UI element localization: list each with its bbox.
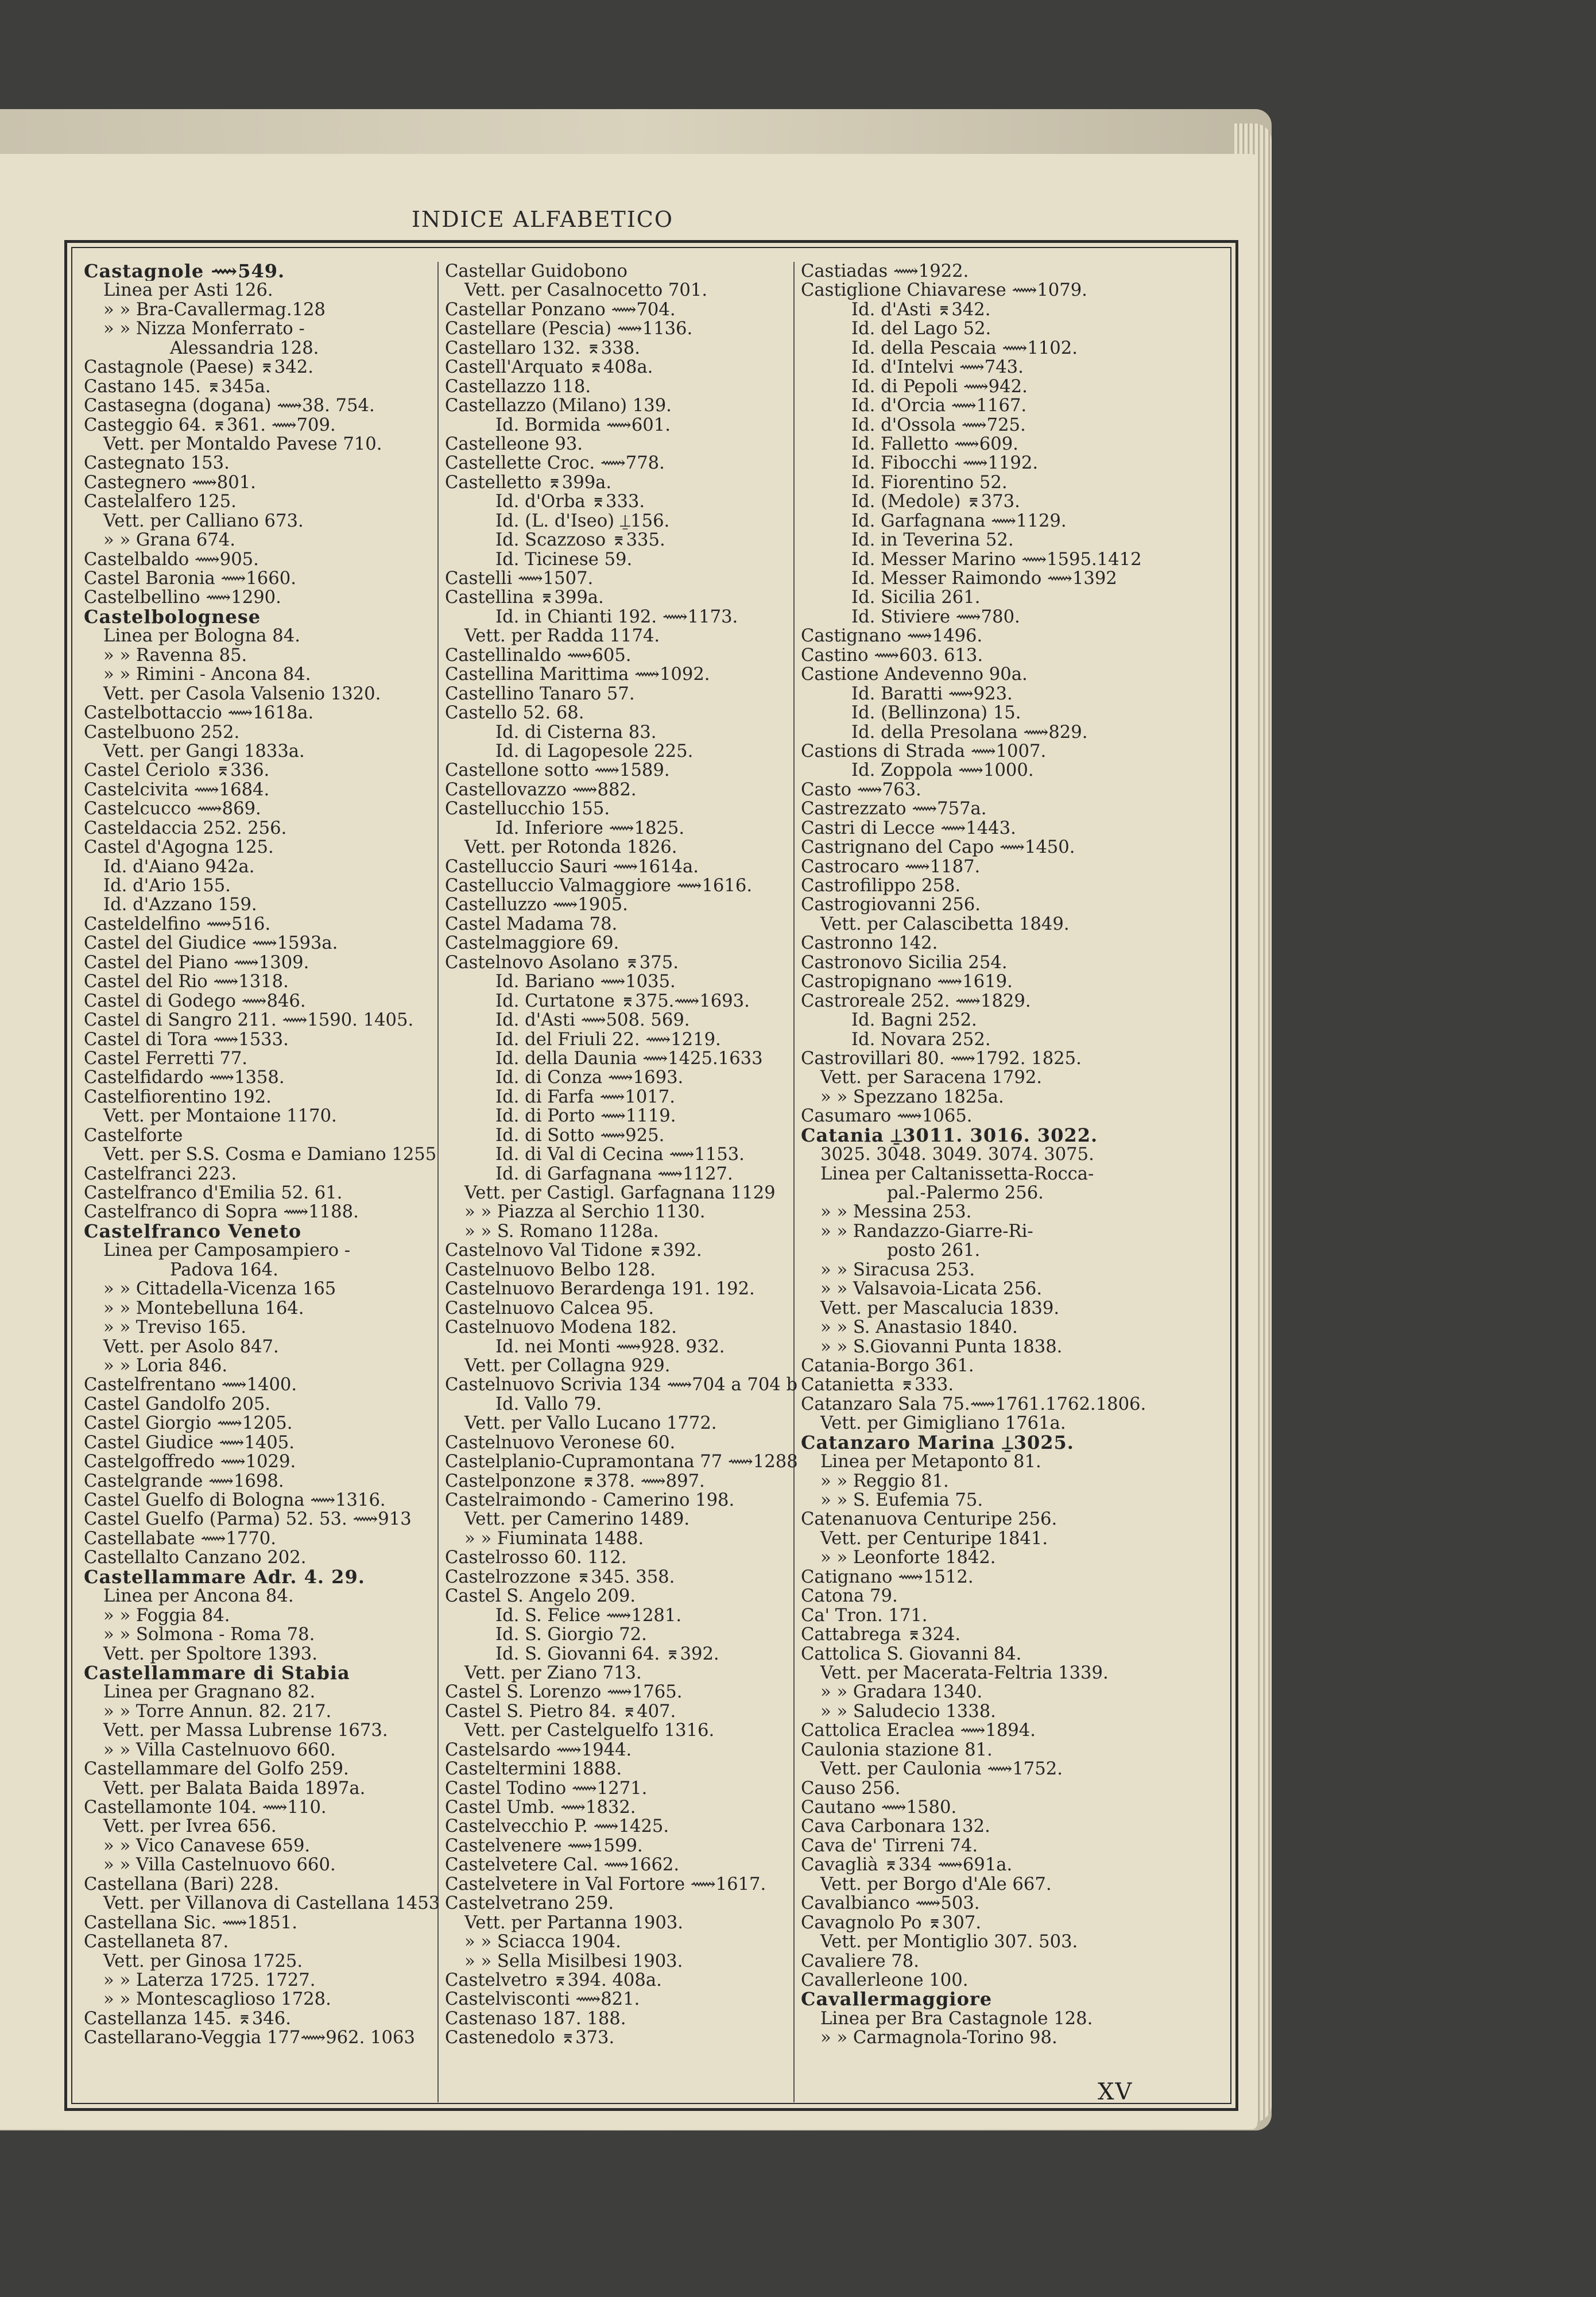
index-entry: » » S. Anastasio 1840.	[820, 1318, 1018, 1337]
index-entry: Id. Novara 252.	[851, 1030, 991, 1049]
index-entry: Cava Carbonara 132.	[801, 1817, 990, 1836]
index-entry: Id. d'Azzano 159.	[103, 895, 257, 915]
index-entry: Vett. per Calascibetta 1849.	[820, 914, 1070, 934]
index-entry: Id. d'Orcia ⟿1167.	[851, 396, 1027, 416]
index-entry: Castelnuovo Scrivia 134 ⟿704 a 704 b	[445, 1375, 798, 1395]
index-entry: » » Villa Castelnuovo 660.	[103, 1855, 336, 1875]
index-entry: Vett. per Caulonia ⟿1752.	[820, 1760, 1063, 1779]
index-entry: Vett. per Ziano 713.	[464, 1663, 642, 1683]
index-entry: » » Laterza 1725. 1727.	[103, 1970, 316, 1990]
index-entry: Castronovo Sicilia 254.	[801, 953, 1008, 973]
index-entry: Id. Messer Raimondo ⟿1392	[851, 569, 1117, 589]
index-entry: Padova 164.	[170, 1260, 278, 1280]
index-entry: Id. della Daunia ⟿1425.1633	[495, 1049, 763, 1069]
index-entry: Cavagnolo Po ⌆307.	[801, 1913, 982, 1933]
index-entry: Castellucchio 155.	[445, 799, 610, 819]
index-entry: Id. Bariano ⟿1035.	[495, 972, 676, 992]
index-entry: Castel di Tora ⟿1533.	[84, 1030, 289, 1049]
index-entry: » » Cittadella-Vicenza 165	[103, 1279, 336, 1299]
index-entry: Catanzaro Sala 75.⟿1761.1762.1806.	[801, 1394, 1146, 1414]
index-entry: Castelnuovo Belbo 128.	[445, 1260, 656, 1280]
index-entry: Castelbottaccio ⟿1618a.	[84, 703, 314, 723]
index-entry: Linea per Caltanissetta-Rocca-	[820, 1164, 1094, 1184]
index-entry: » » Montescaglioso 1728.	[103, 1990, 331, 2009]
index-entry: » » Foggia 84.	[103, 1606, 230, 1626]
index-entry: Cavallerleone 100.	[801, 1970, 969, 1990]
index-entry: Castelbaldo ⟿905.	[84, 550, 259, 569]
index-entry: Castelvetere Cal. ⟿1662.	[445, 1855, 680, 1875]
index-entry: Id. (Bellinzona) 15.	[851, 703, 1021, 723]
index-entry: Castri di Lecce ⟿1443.	[801, 818, 1016, 838]
index-entry: Id. Garfagnana ⟿1129.	[851, 511, 1067, 531]
index-entry: Id. (Medole) ⌆373.	[851, 492, 1020, 512]
index-entry: » » Reggio 81.	[820, 1471, 949, 1491]
index-entry: Castelfiorentino 192.	[84, 1087, 272, 1107]
index-entry: Linea per Metaponto 81.	[820, 1452, 1041, 1472]
index-entry: Castellazzo (Milano) 139.	[445, 396, 672, 416]
index-entry: Id. di Garfagnana ⟿1127.	[495, 1164, 733, 1184]
index-entry: Vett. per Montaione 1170.	[103, 1107, 337, 1126]
index-entry: Id. Sicilia 261.	[851, 588, 981, 608]
index-entry: Casteldelfino ⟿516.	[84, 914, 271, 934]
index-entry: Castelbuono 252.	[84, 722, 240, 742]
index-entry: Castellar Guidobono	[445, 262, 627, 281]
index-entry: Vett. per Villanova di Castellana 1453	[103, 1894, 440, 1913]
index-entry: Linea per Camposampiero -	[103, 1241, 351, 1260]
index-entry: Castell'Arquato ⌆408a.	[445, 358, 653, 377]
page-header: INDICE ALFABETICO	[411, 207, 674, 232]
index-entry: Vett. per Asolo 847.	[103, 1337, 279, 1356]
index-entry: Castel del Giudice ⟿1593a.	[84, 934, 338, 953]
index-entry: Castrocaro ⟿1187.	[801, 857, 981, 876]
index-entry: Casto ⟿763.	[801, 780, 921, 800]
index-entry: Vett. per Casalnocetto 701.	[464, 281, 708, 300]
index-entry: Catania-Borgo 361.	[801, 1356, 974, 1376]
index-entry: Castellare (Pescia) ⟿1136.	[445, 319, 693, 339]
index-entry: Linea per Bra Castagnole 128.	[820, 2009, 1093, 2029]
index-entry: » » Montebelluna 164.	[103, 1298, 304, 1318]
index-entry: Castel Baronia ⟿1660.	[84, 569, 296, 589]
index-entry: » » Treviso 165.	[103, 1318, 247, 1337]
index-entry: » » Nizza Monferrato -	[103, 319, 305, 339]
index-entry: Cattolica Eraclea ⟿1894.	[801, 1721, 1036, 1741]
index-entry: Castellammare del Golfo 259.	[84, 1760, 349, 1779]
index-entry: Castelnovo Val Tidone ⌆392.	[445, 1241, 702, 1260]
index-entry: Castelnuovo Berardenga 191. 192.	[445, 1279, 755, 1299]
index-entry: Id. della Presolana ⟿829.	[851, 722, 1088, 742]
index-entry: Vett. per Ginosa 1725.	[103, 1951, 303, 1971]
index-entry: Castel S. Lorenzo ⟿1765.	[445, 1683, 683, 1702]
index-entry: Castel Giudice ⟿1405.	[84, 1433, 295, 1453]
index-entry: Vett. per Calliano 673.	[103, 511, 304, 531]
index-entry: Vett. per Vallo Lucano 1772.	[464, 1414, 717, 1433]
index-entry: Cavalbianco ⟿503.	[801, 1894, 980, 1913]
index-entry: Castelmaggiore 69.	[445, 934, 619, 953]
index-entry: Castronno 142.	[801, 934, 938, 953]
index-entry: Castel del Piano ⟿1309.	[84, 953, 309, 973]
index-entry: Castellalto Canzano 202.	[84, 1548, 307, 1568]
index-entry: Id. d'Asti ⌆342.	[851, 300, 991, 320]
index-entry: Castelluccio Sauri ⟿1614a.	[445, 857, 699, 876]
index-entry: Id. Vallo 79.	[495, 1394, 602, 1414]
index-entry: Id. Bormida ⟿601.	[495, 415, 671, 435]
index-entry: Id. di Lagopesole 225.	[495, 741, 694, 761]
index-entry: » » Villa Castelnuovo 660.	[103, 1740, 336, 1760]
index-entry: Castel S. Angelo 209.	[445, 1587, 636, 1606]
index-entry: » » Carmagnola-Torino 98.	[820, 2028, 1057, 2048]
index-entry: Castenaso 187. 188.	[445, 2009, 626, 2029]
index-entry: Castelfranci 223.	[84, 1164, 237, 1184]
index-entry: Castelfranco di Sopra ⟿1188.	[84, 1202, 359, 1222]
index-entry: 3025. 3048. 3049. 3074. 3075.	[820, 1145, 1094, 1165]
index-entry: Cavallermaggiore	[801, 1990, 993, 2009]
index-entry: » » Spezzano 1825a.	[820, 1087, 1004, 1107]
index-entry: Castelluccio Valmaggiore ⟿1616.	[445, 876, 753, 896]
index-entry: Castelvisconti ⟿821.	[445, 1990, 640, 2009]
index-entry: Castegnato 153.	[84, 454, 230, 473]
index-entry: Castel Umb. ⟿1832.	[445, 1798, 636, 1818]
index-entry: Castino ⟿603. 613.	[801, 645, 983, 666]
index-entry: Castelsardo ⟿1944.	[445, 1740, 632, 1760]
index-entry: Castellar Ponzano ⟿704.	[445, 300, 676, 320]
index-entry: Casteggio 64. ⌆361. ⟿709.	[84, 415, 336, 435]
index-entry: Castellarano-Veggia 177⟿962. 1063	[84, 2028, 415, 2048]
index-entry: » » Bra-Cavallermag.128	[103, 300, 326, 320]
index-entry: Cava de' Tirreni 74.	[801, 1836, 978, 1856]
index-entry: Castelvenere ⟿1599.	[445, 1836, 643, 1856]
index-entry: Castellamonte 104. ⟿110.	[84, 1798, 327, 1818]
index-entry: Id. di Farfa ⟿1017.	[495, 1087, 675, 1107]
index-entry: » » S.Giovanni Punta 1838.	[820, 1337, 1063, 1356]
index-entry: Id. in Teverina 52.	[851, 531, 1014, 550]
index-entry: Castel Gandolfo 205.	[84, 1394, 271, 1414]
index-entry: Id. Ticinese 59.	[495, 550, 633, 569]
index-entry: » » Messina 253.	[820, 1202, 972, 1222]
index-entry: Castellaro 132. ⌆338.	[445, 338, 640, 358]
index-entry: » » Rimini - Ancona 84.	[103, 665, 311, 685]
index-entry: Castropignano ⟿1619.	[801, 972, 1013, 992]
index-entry: Castelluzzo ⟿1905.	[445, 895, 628, 915]
index-entry: Castiadas ⟿1922.	[801, 262, 969, 281]
index-entry: Vett. per Camerino 1489.	[464, 1510, 690, 1529]
index-entry: Id. Scazzoso ⌆335.	[495, 531, 665, 550]
index-entry: » » Piazza al Serchio 1130.	[464, 1202, 706, 1222]
index-entry: Castellazzo 118.	[445, 377, 591, 397]
index-entry: Castrofilippo 258.	[801, 876, 961, 896]
index-entry: Castelfidardo ⟿1358.	[84, 1068, 285, 1088]
index-entry: Id. di Cisterna 83.	[495, 722, 657, 742]
page-number: XV	[1098, 2079, 1133, 2105]
index-entry: Id. Falletto ⟿609.	[851, 434, 1018, 454]
index-entry: Castelgoffredo ⟿1029.	[84, 1452, 296, 1472]
index-entry: » » Sciacca 1904.	[464, 1932, 621, 1952]
index-entry: Castroreale 252. ⟿1829.	[801, 991, 1031, 1011]
index-entry: » » Solmona - Roma 78.	[103, 1625, 315, 1645]
index-entry: Vett. per Montiglio 307. 503.	[820, 1932, 1078, 1952]
index-entry: » » S. Eufemia 75.	[820, 1491, 983, 1510]
index-entry: » » Siracusa 253.	[820, 1260, 975, 1280]
index-entry: Linea per Asti 126.	[103, 281, 273, 300]
index-entry: Ca' Tron. 171.	[801, 1606, 928, 1626]
index-entry: Castellovazzo ⟿882.	[445, 780, 637, 800]
index-entry: Castello 52. 68.	[445, 703, 584, 723]
index-entry: Vett. per Macerata-Feltria 1339.	[820, 1663, 1109, 1683]
index-entry: Id. Messer Marino ⟿1595.1412	[851, 550, 1142, 569]
index-entry: Castelrozzone ⌆345. 358.	[445, 1567, 675, 1587]
index-entry: Catanietta ⌆333.	[801, 1375, 954, 1395]
index-entry: Castel Giorgio ⟿1205.	[84, 1414, 293, 1433]
index-entry: » » S. Romano 1128a.	[464, 1221, 659, 1242]
index-entry: Vett. per S.S. Cosma e Damiano 1255	[103, 1145, 437, 1165]
index-entry: Castel Ceriolo ⌆336.	[84, 761, 270, 780]
index-entry: Vett. per Montaldo Pavese 710.	[103, 434, 382, 454]
index-entry: » » Torre Annun. 82. 217.	[103, 1702, 332, 1722]
index-entry: » » Loria 846.	[103, 1356, 228, 1376]
index-entry: Castelbellino ⟿1290.	[84, 588, 281, 608]
index-entry: Castenedolo ⌆373.	[445, 2028, 615, 2048]
index-column-2	[445, 262, 801, 2048]
index-entry: Castelvetro ⌆394. 408a.	[445, 1970, 662, 1990]
index-entry: Cavaliere 78.	[801, 1951, 919, 1971]
index-entry: Vett. per Centuripe 1841.	[820, 1529, 1048, 1549]
index-entry: Id. d'Ario 155.	[103, 876, 231, 896]
index-entry: Id. di Conza ⟿1693.	[495, 1068, 684, 1088]
index-entry: Castelplanio-Cupramontana 77 ⟿1288	[445, 1452, 798, 1472]
index-entry: Vett. per Castigl. Garfagnana 1129	[464, 1184, 776, 1203]
index-entry: Id. Baratti ⟿923.	[851, 684, 1013, 704]
index-entry: Castelfrentano ⟿1400.	[84, 1375, 297, 1395]
index-entry: Castellabate ⟿1770.	[84, 1529, 276, 1549]
index-entry: Id. Bagni 252.	[851, 1011, 977, 1030]
index-entry: Castelraimondo - Camerino 198.	[445, 1491, 735, 1510]
index-entry: Vett. per Borgo d'Ale 667.	[820, 1874, 1052, 1894]
index-entry: Id. nei Monti ⟿928. 932.	[495, 1337, 725, 1356]
index-entry: Castel del Rio ⟿1318.	[84, 972, 289, 992]
index-entry: Castelvetere in Val Fortore ⟿1617.	[445, 1874, 766, 1894]
index-entry: Vett. per Rotonda 1826.	[464, 838, 677, 857]
index-entry: Castrovillari 80. ⟿1792. 1825.	[801, 1049, 1082, 1069]
index-entry: Catanzaro Marina ⍊3025.	[801, 1433, 1074, 1453]
index-entry: Castel Guelfo (Parma) 52. 53. ⟿913	[84, 1510, 412, 1529]
index-entry: Vett. per Saracena 1792.	[820, 1068, 1043, 1088]
index-entry: Castel Madama 78.	[445, 914, 618, 934]
index-entry: Castelalfero 125.	[84, 492, 237, 512]
index-entry: Catona 79.	[801, 1587, 898, 1606]
index-entry: Castel Guelfo di Bologna ⟿1316.	[84, 1491, 386, 1510]
index-entry: » » Gradara 1340.	[820, 1683, 983, 1702]
index-entry: Id. Fiorentino 52.	[851, 473, 1008, 493]
index-entry: Id. S. Giovanni 64. ⌆392.	[495, 1644, 719, 1664]
index-entry: Vett. per Partanna 1903.	[464, 1913, 684, 1933]
index-entry: Id. d'Asti ⟿508. 569.	[495, 1011, 690, 1030]
index-entry: Castrezzato ⟿757a.	[801, 799, 987, 819]
index-entry: pal.-Palermo 256.	[887, 1184, 1044, 1203]
index-entry: » » Vico Canavese 659.	[103, 1836, 311, 1856]
index-entry: Vett. per Balata Baida 1897a.	[103, 1778, 366, 1798]
index-entry: Vett. per Massa Lubrense 1673.	[103, 1721, 388, 1741]
index-entry: » » Grana 674.	[103, 531, 235, 550]
index-entry: Id. d'Aiano 942a.	[103, 857, 255, 876]
index-entry: Castelvetrano 259.	[445, 1894, 614, 1913]
index-entry: Castellette Croc. ⟿778.	[445, 454, 665, 473]
index-entry: Caulonia stazione 81.	[801, 1740, 993, 1760]
index-entry: Vett. per Casola Valsenio 1320.	[103, 684, 381, 704]
index-entry: Castiglione Chiavarese ⟿1079.	[801, 281, 1087, 300]
index-entry: Id. S. Giorgio 72.	[495, 1625, 647, 1645]
index-entry: Castelfranco Veneto	[84, 1221, 302, 1242]
index-entry: Id. del Friuli 22. ⟿1219.	[495, 1030, 721, 1049]
index-entry: Vett. per Collagna 929.	[464, 1356, 671, 1376]
index-entry: Castions di Strada ⟿1007.	[801, 741, 1047, 761]
index-entry: Vett. per Ivrea 656.	[103, 1817, 277, 1836]
index-entry: Castellaneta 87.	[84, 1932, 229, 1952]
index-entry: Castelleone 93.	[445, 434, 583, 454]
index-entry: Castasegna (dogana) ⟿38. 754.	[84, 396, 375, 416]
index-entry: Linea per Bologna 84.	[103, 627, 300, 646]
index-entry: Linea per Ancona 84.	[103, 1587, 294, 1606]
index-entry: Id. di Pepoli ⟿942.	[851, 377, 1028, 397]
index-entry: posto 261.	[887, 1241, 981, 1260]
index-entry: » » Randazzo-Giarre-Ri-	[820, 1221, 1033, 1242]
index-entry: Id. in Chianti 192. ⟿1173.	[495, 607, 738, 627]
index-entry: Cattabrega ⌆324.	[801, 1625, 961, 1645]
index-entry: Id. di Val di Cecina ⟿1153.	[495, 1145, 745, 1165]
index-entry: Castel Ferretti 77.	[84, 1049, 248, 1069]
index-entry: Castellone sotto ⟿1589.	[445, 761, 670, 780]
index-entry: Castelfranco d'Emilia 52. 61.	[84, 1184, 343, 1203]
index-entry: Catania ⍊3011. 3016. 3022.	[801, 1126, 1098, 1146]
index-entry: Castelgrande ⟿1698.	[84, 1471, 284, 1491]
index-entry: Castelcucco ⟿869.	[84, 799, 261, 819]
index-entry: » » Ravenna 85.	[103, 645, 247, 666]
index-entry: Vett. per Spoltore 1393.	[103, 1644, 317, 1664]
index-entry: Vett. per Castelguelfo 1316.	[464, 1721, 715, 1741]
index-entry: Castelrosso 60. 112.	[445, 1548, 627, 1568]
index-entry: Castellana Sic. ⟿1851.	[84, 1913, 297, 1933]
index-entry: Catignano ⟿1512.	[801, 1567, 974, 1587]
index-entry: Castelnuovo Calcea 95.	[445, 1298, 654, 1318]
index-entry: Id. di Sotto ⟿925.	[495, 1126, 665, 1146]
index-entry: Cautano ⟿1580.	[801, 1798, 957, 1818]
index-entry: Castagnole ⟿549.	[84, 262, 285, 281]
index-entry: Castellina Marittima ⟿1092.	[445, 665, 710, 685]
index-entry: Id. d'Intelvi ⟿743.	[851, 358, 1024, 377]
index-entry: Castellanza 145. ⌆346.	[84, 2009, 291, 2029]
index-entry: Castelforte	[84, 1126, 183, 1146]
index-entry: Castel di Godego ⟿846.	[84, 991, 306, 1011]
index-entry: Castrogiovanni 256.	[801, 895, 981, 915]
index-entry: Casumaro ⟿1065.	[801, 1107, 973, 1126]
index-entry: Id. del Lago 52.	[851, 319, 991, 339]
index-entry: Causo 256.	[801, 1778, 901, 1798]
index-entry: Castelponzone ⌆378. ⟿897.	[445, 1471, 705, 1491]
index-entry: Id. (L. d'Iseo) ⍊156.	[495, 511, 670, 531]
index-entry: Vett. per Gangi 1833a.	[103, 741, 305, 761]
index-entry: » » Saludecio 1338.	[820, 1702, 996, 1722]
index-entry: Castelbolognese	[84, 607, 261, 627]
index-entry: Id. Zoppola ⟿1000.	[851, 761, 1034, 780]
index-entry: Id. d'Ossola ⟿725.	[851, 415, 1026, 435]
index-entry: Id. Stiviere ⟿780.	[851, 607, 1020, 627]
index-entry: Vett. per Mascalucia 1839.	[820, 1298, 1060, 1318]
index-entry: Castelnovo Asolano ⌆375.	[445, 953, 679, 973]
index-entry: » » Fiuminata 1488.	[464, 1529, 644, 1549]
index-entry: Castel S. Pietro 84. ⌆407.	[445, 1702, 676, 1722]
index-entry: Castel d'Agogna 125.	[84, 838, 274, 857]
index-entry: Id. della Pescaia ⟿1102.	[851, 338, 1078, 358]
index-entry: Casteltermini 1888.	[445, 1760, 622, 1779]
index-entry: Castelletto ⌆399a.	[445, 473, 612, 493]
index-entry: Id. Curtatone ⌆375.⟿1693.	[495, 991, 750, 1011]
index-column-3	[801, 262, 1180, 2048]
index-entry: Castagnole (Paese) ⌆342.	[84, 358, 313, 377]
index-column-1	[84, 262, 451, 2048]
index-entry: Vett. per Gimigliano 1761a.	[820, 1414, 1066, 1433]
index-entry: Id. Inferiore ⟿1825.	[495, 818, 685, 838]
index-entry: Castione Andevenno 90a.	[801, 665, 1028, 685]
index-entry: Castellammare di Stabia	[84, 1663, 350, 1683]
index-entry: Vett. per Radda 1174.	[464, 627, 660, 646]
index-entry: Castelli ⟿1507.	[445, 569, 594, 589]
index-entry: Castellana (Bari) 228.	[84, 1874, 280, 1894]
index-entry: Cattolica S. Giovanni 84.	[801, 1644, 1022, 1664]
index-entry: Castrignano del Capo ⟿1450.	[801, 838, 1075, 857]
index-entry: Castano 145. ⌆345a.	[84, 377, 271, 397]
index-entry: Castel di Sangro 211. ⟿1590. 1405.	[84, 1011, 414, 1030]
index-entry: Id. di Porto ⟿1119.	[495, 1107, 676, 1126]
index-entry: » » Sella Misilbesi 1903.	[464, 1951, 683, 1971]
index-entry: Alessandria 128.	[170, 338, 319, 358]
index-entry: Castellammare Adr. 4. 29.	[84, 1567, 365, 1587]
index-entry: Castignano ⟿1496.	[801, 627, 983, 646]
index-entry: Id. S. Felice ⟿1281.	[495, 1606, 682, 1626]
index-entry: Casteldaccia 252. 256.	[84, 818, 287, 838]
index-entry: Castegnero ⟿801.	[84, 473, 256, 493]
index-entry: Cavaglià ⌆334 ⟿691a.	[801, 1855, 1013, 1875]
index-entry: Catenanuova Centuripe 256.	[801, 1510, 1057, 1529]
index-entry: Castelcivita ⟿1684.	[84, 780, 270, 800]
index-entry: Castel Todino ⟿1271.	[445, 1778, 648, 1798]
index-entry: Linea per Gragnano 82.	[103, 1683, 316, 1702]
index-entry: Castelnuovo Modena 182.	[445, 1318, 677, 1337]
index-entry: Castellinaldo ⟿605.	[445, 645, 632, 666]
index-entry: Castellina ⌆399a.	[445, 588, 604, 608]
index-entry: Id. d'Orba ⌆333.	[495, 492, 645, 512]
index-entry: Castelnuovo Veronese 60.	[445, 1433, 676, 1453]
index-entry: » » Leonforte 1842.	[820, 1548, 996, 1568]
index-entry: Castelvecchio P. ⟿1425.	[445, 1817, 669, 1836]
index-entry: Id. Fibocchi ⟿1192.	[851, 454, 1039, 473]
index-entry: » » Valsavoia-Licata 256.	[820, 1279, 1043, 1299]
index-entry: Castellino Tanaro 57.	[445, 684, 635, 704]
